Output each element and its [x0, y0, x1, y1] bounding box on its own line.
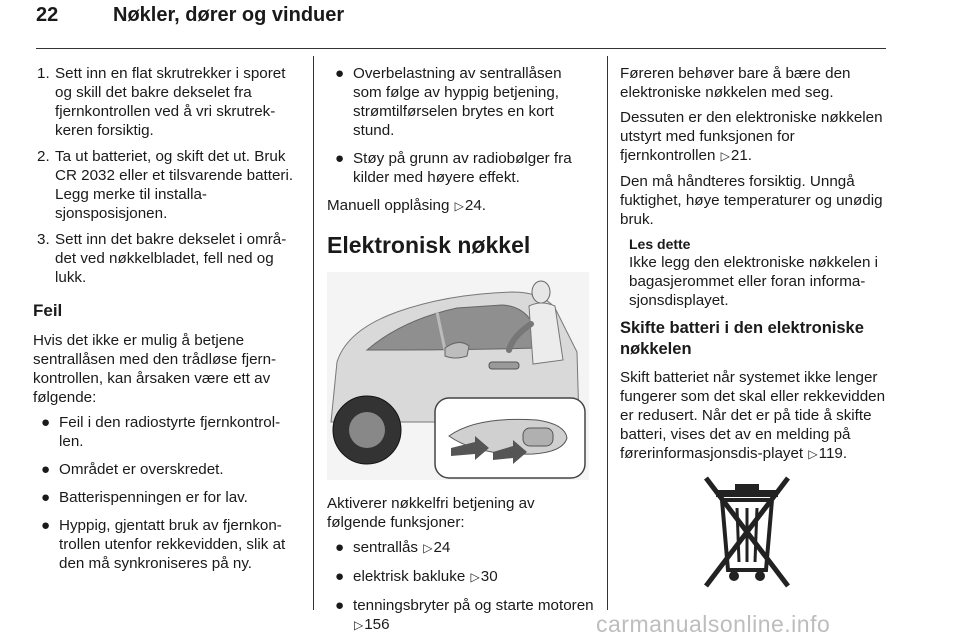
- list-item: [327, 149, 594, 187]
- bullet-icon: ●: [335, 150, 345, 167]
- bullet-text: Overbelastning av sentrallåsen som følge av hyppig betjening, strømtilførselen brytes en kort stund.: [353, 65, 562, 139]
- bullet-text: Batterispenningen er for lav.: [59, 489, 248, 506]
- weee-symbol-svg: [702, 476, 792, 594]
- page-ref-number: 24: [433, 539, 451, 556]
- page-reference-link[interactable]: [720, 147, 752, 164]
- list-item: [33, 147, 301, 223]
- list-item: [327, 64, 594, 140]
- step-number: 2.: [37, 148, 50, 165]
- column-1: [33, 64, 301, 582]
- page-ref-arrow-icon: ▷: [423, 541, 433, 555]
- page-number: 22: [36, 4, 59, 26]
- feil-heading: Feil: [33, 301, 63, 320]
- bullet-icon: ●: [41, 489, 51, 506]
- feature-text: sentrallås: [353, 539, 418, 556]
- page-reference-link[interactable]: [470, 568, 498, 585]
- column-3: [620, 64, 888, 594]
- step-number: 3.: [37, 231, 50, 248]
- note-label: Les dette: [629, 236, 691, 252]
- car-door-handle-illustration: [327, 272, 589, 480]
- page-ref-number: 119.: [818, 445, 848, 462]
- battery-text: Skift batteriet når systemet ikke lenger fungerer som det skal eller rekkevidden er redusert. Når det er på tide å skifte batteri, vises det av en melding på førerinformasjonsdis-playet: [620, 369, 886, 462]
- paragraph-2-text: Dessuten er den elektroniske nøkkelen utstyrt med funksjonen for fjernkontrollen: [620, 109, 883, 164]
- column-divider-2: [607, 56, 608, 610]
- list-item: [33, 488, 301, 507]
- page-ref-number: 156: [364, 616, 390, 633]
- page-ref-arrow-icon: ▷: [720, 149, 730, 163]
- manual-unlock-paragraph: [327, 196, 594, 216]
- step-text: Ta ut batteriet, og skift det ut. Bruk CR 2032 eller et tilsvarende batteri. Legg merke til installa-sjonsposisjonen.: [55, 148, 294, 222]
- page-ref-arrow-icon: ▷: [808, 447, 818, 461]
- list-item: [33, 413, 301, 451]
- bullet-text: Området er overskredet.: [59, 461, 224, 478]
- watermark: carmanualsonline.info: [596, 611, 831, 637]
- bullet-icon: ●: [41, 461, 51, 478]
- page-reference-link[interactable]: [454, 197, 486, 214]
- paragraph-3: Den må håndteres forsiktig. Unngå fuktighet, høye temperaturer og unødig bruk.: [620, 173, 883, 228]
- section-heading: Elektronisk nøkkel: [327, 232, 531, 258]
- feature-text: elektrisk bakluke: [353, 568, 466, 585]
- feil-intro: Hvis det ikke er mulig å betjene sentrallåsen med den trådløse fjern-kontrollen, kan årsaken være ett av følgende:: [33, 332, 277, 406]
- list-item: [33, 64, 301, 140]
- bullet-text: Feil i den radiostyrte fjernkontrol-len.: [59, 414, 281, 450]
- list-item: [33, 230, 301, 287]
- features-list: [327, 538, 594, 635]
- paragraph-1: Føreren behøver bare å bære den elektroniske nøkkelen med seg.: [620, 65, 851, 101]
- column-2: [327, 64, 594, 644]
- bullet-icon: ●: [335, 65, 345, 82]
- battery-steps-list: [33, 64, 301, 287]
- page-title: Nøkler, dører og vinduer: [113, 4, 345, 26]
- note-box: [620, 235, 888, 310]
- feil-list-continued: [327, 64, 594, 187]
- list-item: [33, 516, 301, 573]
- page-reference-link[interactable]: [807, 445, 847, 462]
- page-ref-number: 30: [480, 568, 498, 585]
- page-reference-link[interactable]: [353, 616, 390, 633]
- bullet-icon: ●: [41, 517, 51, 534]
- bullet-icon: ●: [41, 414, 51, 431]
- page-header: [36, 4, 886, 48]
- car-illustration-svg: [327, 272, 589, 480]
- page-ref-arrow-icon: ▷: [470, 570, 480, 584]
- bullet-icon: ●: [335, 568, 345, 585]
- battery-heading: Skifte batteri i den elektroniske nøkkelen: [620, 319, 864, 358]
- page-reference-link[interactable]: [422, 539, 450, 556]
- bullet-text: Hyppig, gjentatt bruk av fjernkon-trollen utenfor rekkevidden, slik at den må synkroniseres på ny.: [59, 517, 286, 572]
- list-item: [327, 538, 594, 558]
- list-item: [33, 460, 301, 479]
- bullet-icon: ●: [335, 539, 345, 556]
- page-ref-arrow-icon: ▷: [454, 199, 464, 213]
- column-divider-1: [313, 56, 314, 610]
- list-item: [327, 596, 594, 635]
- features-intro: Aktiverer nøkkelfri betjening av følgende funksjoner:: [327, 495, 535, 531]
- feil-list: [33, 413, 301, 573]
- step-text: Sett inn det bakre dekselet i områ-det ved nøkkelbladet, fell ned og lukk.: [55, 231, 287, 286]
- header-rule: [36, 48, 886, 49]
- note-text: Ikke legg den elektroniske nøkkelen i bagasjerommet eller foran informa-sjonsdisplayet.: [629, 254, 879, 309]
- list-item: [327, 567, 594, 587]
- feature-text: tenningsbryter på og starte motoren: [353, 597, 594, 614]
- page-ref-number: 24.: [464, 197, 487, 214]
- manual-unlock-text: Manuell opplåsing: [327, 197, 450, 214]
- bullet-text: Støy på grunn av radiobølger fra kilder med høyere effekt.: [353, 150, 572, 186]
- page-ref-arrow-icon: ▷: [354, 618, 364, 632]
- bullet-icon: ●: [335, 597, 345, 614]
- crossed-out-bin-icon: [702, 476, 792, 594]
- step-number: 1.: [37, 65, 50, 82]
- page-ref-number: 21.: [730, 147, 752, 164]
- paragraph-2: [620, 108, 888, 166]
- battery-paragraph: [620, 368, 888, 464]
- step-text: Sett inn en flat skrutrekker i sporet og skill det bakre dekselet fra fjernkontrollen ved å vri skrutrek-keren forsiktig.: [55, 65, 286, 139]
